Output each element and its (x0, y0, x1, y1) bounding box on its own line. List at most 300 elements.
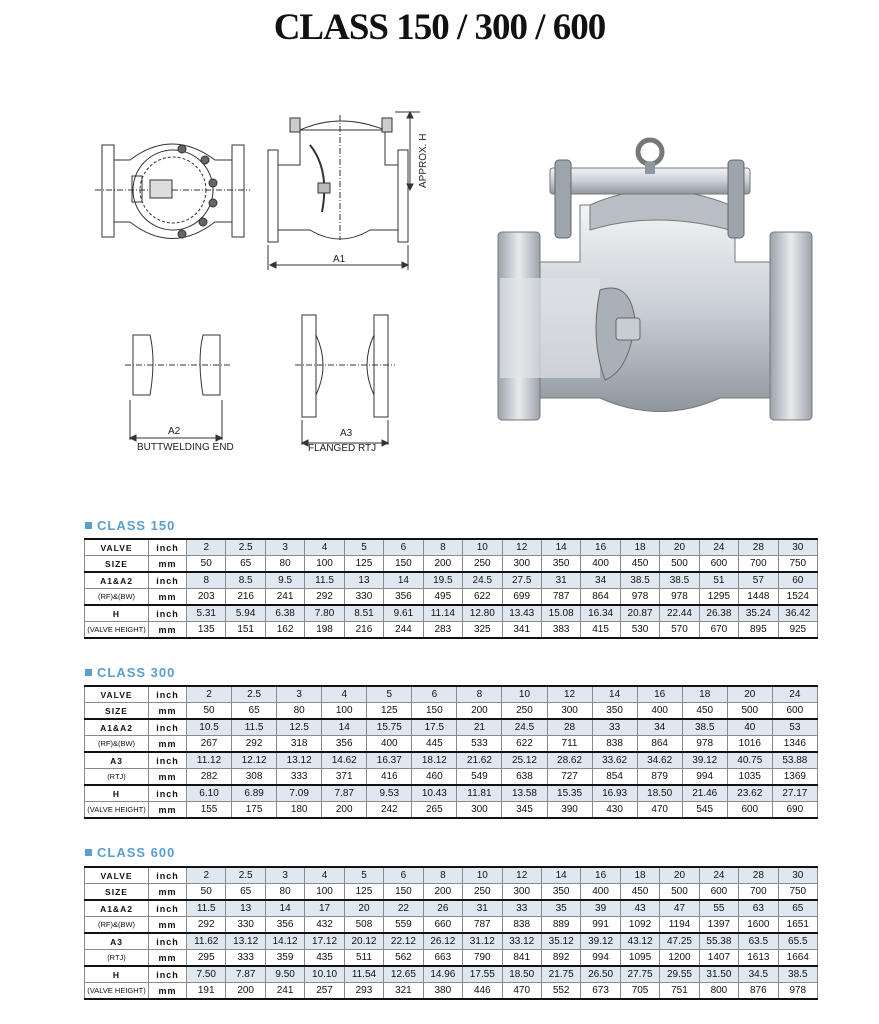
value-cell: 14 (541, 867, 580, 884)
value-cell: 325 (463, 622, 502, 639)
value-cell: 10 (463, 539, 502, 556)
value-cell: 21.62 (457, 752, 502, 769)
value-cell: 9.53 (367, 785, 412, 802)
value-cell: 16 (581, 867, 620, 884)
value-cell: 10.43 (412, 785, 457, 802)
value-cell: 7.80 (305, 605, 344, 622)
table-row (85, 769, 818, 786)
unit-cell: mm (149, 589, 187, 606)
value-cell: 435 (305, 950, 344, 967)
value-cell: 321 (384, 983, 423, 1000)
square-bullet-icon (85, 849, 92, 856)
value-cell: 38.5 (778, 966, 817, 983)
value-cell: 356 (265, 917, 304, 934)
row-header: SIZE (85, 884, 149, 901)
value-cell: 380 (423, 983, 462, 1000)
value-cell: 63 (739, 900, 778, 917)
value-cell: 244 (384, 622, 423, 639)
value-cell: 500 (727, 703, 772, 720)
value-cell: 622 (502, 736, 547, 753)
value-cell: 10 (463, 867, 502, 884)
value-cell: 43.12 (620, 933, 659, 950)
value-cell: 460 (412, 769, 457, 786)
unit-cell: inch (149, 686, 187, 703)
value-cell: 39.12 (682, 752, 727, 769)
value-cell: 559 (384, 917, 423, 934)
value-cell: 508 (344, 917, 383, 934)
value-cell: 293 (344, 983, 383, 1000)
a2-caption: BUTTWELDING END (137, 442, 234, 453)
value-cell: 600 (699, 884, 738, 901)
value-cell: 16 (581, 539, 620, 556)
value-cell: 28 (547, 719, 592, 736)
value-cell: 533 (457, 736, 502, 753)
value-cell: 841 (502, 950, 541, 967)
value-cell: 241 (265, 983, 304, 1000)
value-cell: 371 (322, 769, 367, 786)
row-header: A3 (85, 933, 149, 950)
value-cell: 100 (305, 884, 344, 901)
value-cell: 5.31 (187, 605, 226, 622)
a3-label: A3 (340, 428, 353, 439)
value-cell: 10.5 (187, 719, 232, 736)
table-row (85, 686, 818, 703)
value-cell: 864 (637, 736, 682, 753)
value-cell: 200 (226, 983, 265, 1000)
value-cell: 18.12 (412, 752, 457, 769)
row-header: (RTJ) (85, 950, 149, 967)
table-row (85, 589, 818, 606)
value-cell: 994 (682, 769, 727, 786)
value-cell: 562 (384, 950, 423, 967)
value-cell: 9.5 (265, 572, 304, 589)
value-cell: 20 (660, 867, 699, 884)
value-cell: 3 (277, 686, 322, 703)
value-cell: 1035 (727, 769, 772, 786)
value-cell: 17.12 (305, 933, 344, 950)
valve-drawings (0, 90, 879, 470)
value-cell: 292 (187, 917, 226, 934)
square-bullet-icon (85, 522, 92, 529)
value-cell: 622 (463, 589, 502, 606)
value-cell: 8.5 (226, 572, 265, 589)
value-cell: 673 (581, 983, 620, 1000)
value-cell: 750 (778, 884, 817, 901)
value-cell: 879 (637, 769, 682, 786)
value-cell: 250 (502, 703, 547, 720)
value-cell: 31 (463, 900, 502, 917)
side-view-drawing (268, 112, 420, 270)
row-header: (RF)&(BW) (85, 917, 149, 934)
value-cell: 14.96 (423, 966, 462, 983)
value-cell: 43 (620, 900, 659, 917)
value-cell: 151 (226, 622, 265, 639)
value-cell: 200 (322, 802, 367, 819)
value-cell: 356 (384, 589, 423, 606)
value-cell: 17 (305, 900, 344, 917)
value-cell: 7.87 (226, 966, 265, 983)
value-cell: 241 (265, 589, 304, 606)
value-cell: 978 (620, 589, 659, 606)
unit-cell: mm (149, 802, 187, 819)
value-cell: 29.55 (660, 966, 699, 983)
value-cell: 14 (541, 539, 580, 556)
value-cell: 34 (581, 572, 620, 589)
table-row (85, 966, 818, 983)
table-row (85, 572, 818, 589)
value-cell: 267 (187, 736, 232, 753)
value-cell: 416 (367, 769, 412, 786)
value-cell: 350 (592, 703, 637, 720)
unit-cell: mm (149, 556, 187, 573)
row-header: (RTJ) (85, 769, 149, 786)
value-cell: 35 (541, 900, 580, 917)
value-cell: 12 (502, 539, 541, 556)
unit-cell: mm (149, 622, 187, 639)
value-cell: 8 (187, 572, 226, 589)
value-cell: 47.25 (660, 933, 699, 950)
front-view-drawing (95, 144, 250, 239)
table-row (85, 867, 818, 884)
value-cell: 430 (592, 802, 637, 819)
unit-cell: inch (149, 867, 187, 884)
row-header: VALVE (85, 539, 149, 556)
value-cell: 292 (305, 589, 344, 606)
unit-cell: inch (149, 785, 187, 802)
value-cell: 14 (322, 719, 367, 736)
value-cell: 50 (187, 556, 226, 573)
value-cell: 787 (463, 917, 502, 934)
value-cell: 20 (660, 539, 699, 556)
unit-cell: inch (149, 572, 187, 589)
value-cell: 6 (384, 539, 423, 556)
value-cell: 18 (620, 867, 659, 884)
table-row (85, 933, 818, 950)
value-cell: 216 (344, 622, 383, 639)
flanged-rtj-drawing (295, 315, 395, 446)
unit-cell: mm (149, 917, 187, 934)
page-title: CLASS 150 / 300 / 600 (273, 7, 606, 48)
value-cell: 1524 (778, 589, 817, 606)
value-cell: 27.5 (502, 572, 541, 589)
value-cell: 203 (187, 589, 226, 606)
a2-label: A2 (168, 426, 181, 437)
table-row (85, 917, 818, 934)
value-cell: 150 (412, 703, 457, 720)
value-cell: 13.12 (226, 933, 265, 950)
value-cell: 26.12 (423, 933, 462, 950)
value-cell: 55.38 (699, 933, 738, 950)
value-cell: 6.10 (187, 785, 232, 802)
value-cell: 600 (699, 556, 738, 573)
value-cell: 690 (772, 802, 817, 819)
row-header: H (85, 966, 149, 983)
unit-cell: mm (149, 736, 187, 753)
value-cell: 31 (541, 572, 580, 589)
value-cell: 125 (344, 884, 383, 901)
table-row (85, 950, 818, 967)
value-cell: 318 (277, 736, 322, 753)
value-cell: 295 (187, 950, 226, 967)
value-cell: 16.37 (367, 752, 412, 769)
value-cell: 26.50 (581, 966, 620, 983)
value-cell: 446 (463, 983, 502, 1000)
value-cell: 12 (502, 867, 541, 884)
value-cell: 450 (682, 703, 727, 720)
value-cell: 300 (547, 703, 592, 720)
value-cell: 198 (305, 622, 344, 639)
value-cell: 22 (384, 900, 423, 917)
row-header: VALVE (85, 686, 149, 703)
value-cell: 991 (581, 917, 620, 934)
value-cell: 838 (502, 917, 541, 934)
value-cell: 282 (187, 769, 232, 786)
value-cell: 18 (682, 686, 727, 703)
value-cell: 12.65 (384, 966, 423, 983)
value-cell: 200 (457, 703, 502, 720)
row-header: A1&A2 (85, 719, 149, 736)
value-cell: 356 (322, 736, 367, 753)
value-cell: 180 (277, 802, 322, 819)
row-header: SIZE (85, 703, 149, 720)
value-cell: 16 (637, 686, 682, 703)
row-header: A1&A2 (85, 900, 149, 917)
value-cell: 864 (581, 589, 620, 606)
value-cell: 31.12 (463, 933, 502, 950)
value-cell: 1194 (660, 917, 699, 934)
value-cell: 1016 (727, 736, 772, 753)
value-cell: 80 (277, 703, 322, 720)
value-cell: 450 (620, 884, 659, 901)
value-cell: 36.42 (778, 605, 817, 622)
value-cell: 751 (660, 983, 699, 1000)
a3-caption: FLANGED RTJ (308, 443, 377, 454)
value-cell: 638 (502, 769, 547, 786)
value-cell: 250 (463, 884, 502, 901)
value-cell: 65 (226, 884, 265, 901)
value-cell: 265 (412, 802, 457, 819)
value-cell: 1092 (620, 917, 659, 934)
value-cell: 545 (682, 802, 727, 819)
value-cell: 400 (581, 556, 620, 573)
value-cell: 787 (541, 589, 580, 606)
table-row (85, 802, 818, 819)
value-cell: 838 (592, 736, 637, 753)
value-cell: 6 (384, 867, 423, 884)
table-row (85, 900, 818, 917)
value-cell: 5 (344, 867, 383, 884)
table-row (85, 556, 818, 573)
table-row (85, 719, 818, 736)
value-cell: 7.87 (322, 785, 367, 802)
value-cell: 9.61 (384, 605, 423, 622)
value-cell: 1200 (660, 950, 699, 967)
value-cell: 175 (232, 802, 277, 819)
value-cell: 350 (541, 556, 580, 573)
value-cell: 1397 (699, 917, 738, 934)
value-cell: 4 (305, 539, 344, 556)
value-cell: 11.81 (457, 785, 502, 802)
value-cell: 34.5 (739, 966, 778, 983)
row-header: (RF)&(BW) (85, 736, 149, 753)
value-cell: 978 (682, 736, 727, 753)
value-cell: 1095 (620, 950, 659, 967)
row-header: H (85, 785, 149, 802)
value-cell: 1613 (739, 950, 778, 967)
value-cell: 1407 (699, 950, 738, 967)
value-cell: 11.5 (305, 572, 344, 589)
value-cell: 200 (423, 884, 462, 901)
unit-cell: inch (149, 719, 187, 736)
row-header: (VALVE HEIGHT) (85, 622, 149, 639)
class150-table (84, 538, 818, 639)
value-cell: 11.62 (187, 933, 226, 950)
value-cell: 13.58 (502, 785, 547, 802)
value-cell: 53 (772, 719, 817, 736)
value-cell: 2 (187, 867, 226, 884)
value-cell: 15.75 (367, 719, 412, 736)
value-cell: 33.12 (502, 933, 541, 950)
class600-table (84, 866, 818, 1000)
value-cell: 8.51 (344, 605, 383, 622)
table-row (85, 622, 818, 639)
table-row (85, 539, 818, 556)
value-cell: 21.46 (682, 785, 727, 802)
value-cell: 330 (226, 917, 265, 934)
value-cell: 1448 (739, 589, 778, 606)
value-cell: 750 (778, 556, 817, 573)
value-cell: 28.62 (547, 752, 592, 769)
value-cell: 10 (502, 686, 547, 703)
value-cell: 80 (265, 556, 304, 573)
value-cell: 1295 (699, 589, 738, 606)
value-cell: 400 (581, 884, 620, 901)
value-cell: 1664 (778, 950, 817, 967)
value-cell: 11.54 (344, 966, 383, 983)
value-cell: 16.93 (592, 785, 637, 802)
table-row (85, 884, 818, 901)
value-cell: 5.94 (226, 605, 265, 622)
value-cell: 65 (778, 900, 817, 917)
value-cell: 8 (423, 539, 462, 556)
value-cell: 63.5 (739, 933, 778, 950)
value-cell: 13.12 (277, 752, 322, 769)
value-cell: 10.10 (305, 966, 344, 983)
value-cell: 8 (423, 867, 462, 884)
table-row (85, 736, 818, 753)
value-cell: 18.50 (637, 785, 682, 802)
value-cell: 40.75 (727, 752, 772, 769)
value-cell: 33 (502, 900, 541, 917)
value-cell: 663 (423, 950, 462, 967)
value-cell: 2 (187, 539, 226, 556)
value-cell: 1651 (778, 917, 817, 934)
value-cell: 600 (772, 703, 817, 720)
value-cell: 1369 (772, 769, 817, 786)
value-cell: 38.5 (660, 572, 699, 589)
value-cell: 700 (739, 556, 778, 573)
value-cell: 100 (322, 703, 367, 720)
value-cell: 24.5 (463, 572, 502, 589)
value-cell: 65.5 (778, 933, 817, 950)
unit-cell: inch (149, 752, 187, 769)
value-cell: 2.5 (232, 686, 277, 703)
row-header: A3 (85, 752, 149, 769)
value-cell: 9.50 (265, 966, 304, 983)
value-cell: 2.5 (226, 539, 265, 556)
value-cell: 800 (699, 983, 738, 1000)
value-cell: 38.5 (620, 572, 659, 589)
value-cell: 400 (637, 703, 682, 720)
value-cell: 7.09 (277, 785, 322, 802)
value-cell: 2.5 (226, 867, 265, 884)
row-header: H (85, 605, 149, 622)
a1-label: A1 (333, 254, 346, 265)
value-cell: 1346 (772, 736, 817, 753)
value-cell: 14.12 (265, 933, 304, 950)
value-cell: 33.62 (592, 752, 637, 769)
value-cell: 17.5 (412, 719, 457, 736)
value-cell: 495 (423, 589, 462, 606)
table-row (85, 785, 818, 802)
value-cell: 18.50 (502, 966, 541, 983)
value-cell: 978 (778, 983, 817, 1000)
value-cell: 500 (660, 556, 699, 573)
square-bullet-icon (85, 669, 92, 676)
value-cell: 511 (344, 950, 383, 967)
class600-heading: CLASS 600 (85, 845, 175, 860)
value-cell: 570 (660, 622, 699, 639)
value-cell: 341 (502, 622, 541, 639)
value-cell: 24 (699, 867, 738, 884)
table-row (85, 983, 818, 1000)
value-cell: 57 (739, 572, 778, 589)
value-cell: 699 (502, 589, 541, 606)
value-cell: 100 (305, 556, 344, 573)
value-cell: 35.12 (541, 933, 580, 950)
value-cell: 11.12 (187, 752, 232, 769)
table-row (85, 752, 818, 769)
value-cell: 27.75 (620, 966, 659, 983)
value-cell: 700 (739, 884, 778, 901)
value-cell: 6.38 (265, 605, 304, 622)
value-cell: 216 (226, 589, 265, 606)
value-cell: 25.12 (502, 752, 547, 769)
value-cell: 300 (457, 802, 502, 819)
value-cell: 11.5 (187, 900, 226, 917)
value-cell: 308 (232, 769, 277, 786)
value-cell: 30 (778, 867, 817, 884)
value-cell: 895 (739, 622, 778, 639)
value-cell: 4 (322, 686, 367, 703)
value-cell: 28 (739, 539, 778, 556)
value-cell: 24 (772, 686, 817, 703)
value-cell: 359 (265, 950, 304, 967)
table-row (85, 605, 818, 622)
value-cell: 292 (232, 736, 277, 753)
value-cell: 21.75 (541, 966, 580, 983)
value-cell: 11.5 (232, 719, 277, 736)
value-cell: 432 (305, 917, 344, 934)
value-cell: 200 (423, 556, 462, 573)
class300-heading: CLASS 300 (85, 665, 175, 680)
class150-heading: CLASS 150 (85, 518, 175, 533)
value-cell: 135 (187, 622, 226, 639)
value-cell: 11.14 (423, 605, 462, 622)
value-cell: 552 (541, 983, 580, 1000)
value-cell: 500 (660, 884, 699, 901)
value-cell: 6 (412, 686, 457, 703)
